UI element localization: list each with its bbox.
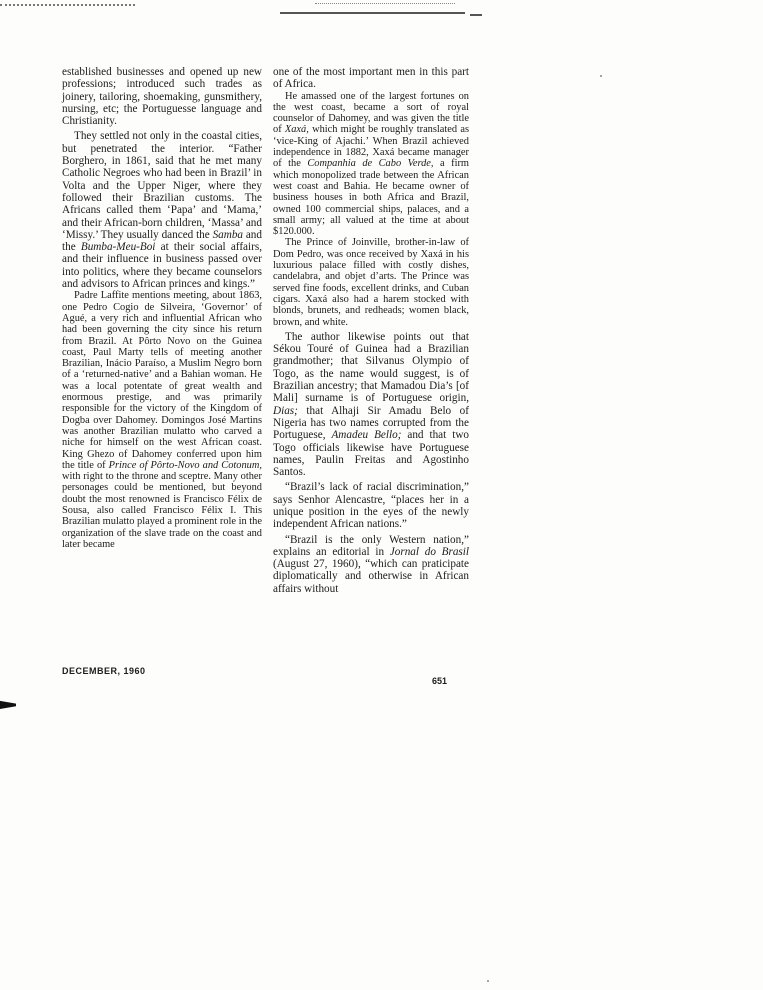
paragraph-l1: established businesses and opened up new professions; introduced such trades as joinery, tailoring, shoemaking, gunsmithery, nursing, etc; the Portuguesse language and Christianity. (62, 66, 262, 128)
scan-speck (487, 980, 489, 982)
paragraph-l3: Padre Laffite mentions meeting, about 1863, one Pedro Cogio de Silveira, ‘Governor’ of Agué, a very rich and influential African who had been governing the city since his return from Brazil. At Pôrto Novo on the Guinea coast, Paul Marty tells of meeting another Brazilian, Inácio Paraíso, a Muslim Negro born of a ‘returned-native’ and a Bahian woman. He was a local potentate of great wealth and enormous prestige, and was primarily responsible for the victory of the Kingdom of Dogba over Dahomey. Domingos José Martins was another Brazilian mulatto who carved a niche for himself on the west African coast. King Ghezo of Dahomey conferred upon him the title of Prince of Pôrto-Novo and Cotonum, with right to the throne and sceptre. Many other personages could be mentioned, but beyond doubt the most renowned is Francisco Félix de Sousa, also called Francisco Félix I. This Brazilian mulatto played a prominent role in the organization of the slave trade on the coast and later became (62, 290, 262, 550)
paragraph-r1: one of the most important men in this part of Africa. (273, 66, 469, 91)
scan-artifact-top-left (0, 4, 135, 6)
paragraph-r2: He amassed one of the largest fortunes on the west coast, became a sort of royal counselor of Dahomey, and was given the title of Xaxá, which might be roughly translated as ‘vice-King of Ajachi.’ When Brazil achieved independence in 1882, Xaxá became manager of the Companhia de Cabo Verde, a firm which monopolized trade between the African west coast and Bahia. He became owner of business houses in both Africa and Brazil, owned 100 commercial ships, palaces, and a small army; all valued at the time at about $120.000. (273, 90, 470, 238)
page-number: 651 (432, 676, 448, 686)
scan-speck (600, 75, 602, 77)
paragraph-l2: They settled not only in the coastal cities, but penetrated the interior. “Father Borghero, in 1861, said that he met many Catholic Negroes who had been in Brazil’ in Volta and the Upper Niger, where they followed their Brazilian customs. The Africans called them ‘Papa’ and ‘Mama,’ and their African-born children, ‘Massa’ and ‘Missy.’ They usually danced the Samba and the Bumba-Meu-Boi at their social affairs, and their influence in business passed over into politics, where they became counselors and advisors to African princes and kings.” (62, 130, 262, 291)
scan-artifact-rule (280, 12, 465, 14)
binder-mark-icon (0, 700, 16, 709)
paragraph-r6: “Brazil is the only Western nation,” explains an editorial in Jornal do Brasil (August 27, 1960), “which can praticipate diplomatically and otherwise in African affairs without (273, 533, 470, 595)
footer-date: DECEMBER, 1960 (62, 666, 146, 676)
paragraph-r4: The author likewise points out that Sékou Touré of Guinea had a Brazilian grandmother; that Silvanus Olympio of Togo, as the name would suggest, is of Brazilian ancestry; that Mamadou Dia’s [of Mali] surname is of Portuguese origin, Dias; that Alhaji Sir Amadu Belo of Nigeria has two names corrupted from the Portuguese, Amadeu Bello; and that two Togo officials likewise have Portuguese names, Paulin Freitas and Agostinho Santos. (273, 330, 469, 479)
paragraph-r3: The Prince of Joinville, brother-in-law of Dom Pedro, was once received by Xaxá in his luxurious palace filled with costly dishes, candelabra, and objet d’arts. The Prince was served fine foods, excellent drinks, and Cuban cigars. Xaxá also had a harem stocked with blonds, brunets, and redheads; women black, brown, and white. (273, 237, 469, 328)
left-column (62, 66, 262, 550)
right-column (273, 66, 469, 595)
paragraph-r5: “Brazil’s lack of racial discrimination,” says Senhor Alencastre, “places her in a unique position in the eyes of the newly independent African nations.” (273, 481, 469, 531)
scan-artifact-top-middle (315, 3, 455, 4)
scan-artifact-rule-end (470, 14, 482, 16)
